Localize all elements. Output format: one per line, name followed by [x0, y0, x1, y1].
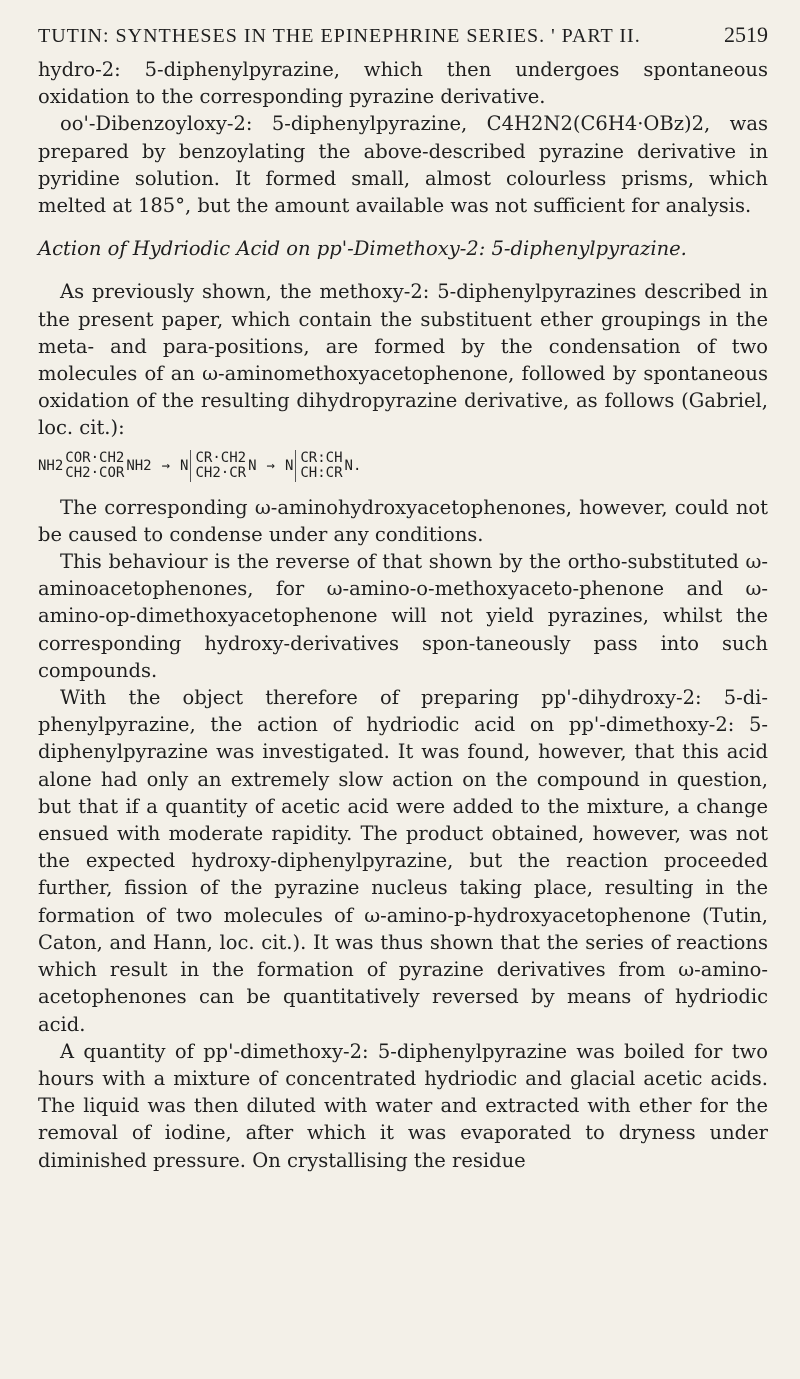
journal-page — [38, 22, 768, 1174]
scheme-r3-top: CR:CH — [300, 449, 343, 466]
paragraph-4: The corresponding ω-aminohydroxyacetophenones, however, could not be caused to condense under any conditions. — [38, 495, 768, 546]
scheme-bracket-1 — [190, 450, 191, 482]
scheme-arrow-1: → — [161, 457, 171, 474]
scheme-r2-top: CR·CH2 — [195, 449, 247, 466]
scheme-r3-bottom: CH:CR — [300, 464, 343, 481]
paragraph-2: oo'-Dibenzoyloxy-2: 5-diphenylpyrazine, C4H2N2(C6H4·OBz)2, was prepared by benzoylating the above-described pyrazine derivative in pyridine solution. It formed small, almost colourless prisms, which melted at 185°, but the amount available was not sufficient for analysis. — [38, 112, 768, 218]
page-number: 2519 — [724, 22, 768, 47]
reaction-scheme — [38, 446, 768, 486]
scheme-n4: N. — [344, 457, 362, 474]
paragraph-6: With the object therefore of preparing pp'-dihydroxy-2: 5-di-phenylpyrazine, the action of hydriodic acid on pp'-dimethoxy-2: 5-diphenylpyrazine was investigated. It was found, however, that this acid alone had only an extremely slow action on the compound in question, but that if a quantity of acetic acid were added to the mixture, a change ensued with moderate rapidity. The product obtained, however, was not the expected hydroxy-diphenylpyrazine, but the reaction proceeded further, fission of the pyrazine nucleus taking place, resulting in the formation of two molecules of ω-amino-p-hydroxyacetophenone (Tutin, Caton, and Hann, loc. cit.). It was thus shown that the series of reactions which result in the formation of pyrazine derivatives from ω-amino-acetophenones can be quantitatively reversed by means of hydriodic acid. — [38, 686, 768, 1036]
paragraph-3: As previously shown, the methoxy-2: 5-diphenylpyrazines described in the present paper, which contain the substituent ether groupings in the meta- and para-positions, are formed by the condensation of two molecules of an ω-aminomethoxyacetophenone, followed by spontaneous oxidation of the resulting dihydropyrazine derivative, as follows (Gabriel, loc. cit.): — [38, 280, 768, 440]
section-heading: Action of Hydriodic Acid on pp'-Dimethoxy-2: 5-diphenylpyrazine. — [38, 237, 687, 261]
scheme-nh2-right: NH2 — [126, 457, 152, 474]
paragraph-7: A quantity of pp'-dimethoxy-2: 5-diphenylpyrazine was boiled for two hours with a mixture of concentrated hydriodic and glacial acetic acids. The liquid was then diluted with water and extracted with ether for the removal of iodine, after which it was evaporated to dryness under diminished pressure. On crystallising the residue — [38, 1039, 768, 1172]
scheme-dihydropyrazine — [195, 451, 246, 481]
running-title: TUTIN: SYNTHESES IN THE EPINEPHRINE SERIES. ' PART II. — [38, 25, 641, 47]
scheme-reactants — [65, 451, 124, 481]
scheme-r1-top: COR·CH2 — [65, 449, 125, 466]
scheme-r2-bottom: CH2·CR — [195, 464, 247, 481]
running-header — [38, 22, 768, 56]
scheme-r1-bottom: CH2·COR — [65, 464, 125, 481]
paragraph-1: hydro-2: 5-diphenylpyrazine, which then undergoes spontaneous oxidation to the corresponding pyrazine derivative. — [38, 58, 768, 109]
scheme-n3: N — [284, 457, 294, 474]
paragraph-5: This behaviour is the reverse of that shown by the ortho-substituted ω-aminoacetophenones, for ω-amino-o-methoxyaceto-phenone and ω-amino-op-dimethoxyacetophenone will not yield pyrazines, whilst the corresponding hydroxy-derivatives spon-taneously pass into such compounds. — [38, 550, 768, 682]
scheme-arrow-2: → — [266, 457, 275, 474]
scheme-n2: N — [248, 457, 257, 474]
scheme-bracket-2 — [295, 450, 296, 482]
scheme-pyrazine — [300, 451, 342, 481]
scheme-nh2-left: NH2 — [38, 457, 64, 474]
scheme-n1: N — [180, 457, 189, 474]
